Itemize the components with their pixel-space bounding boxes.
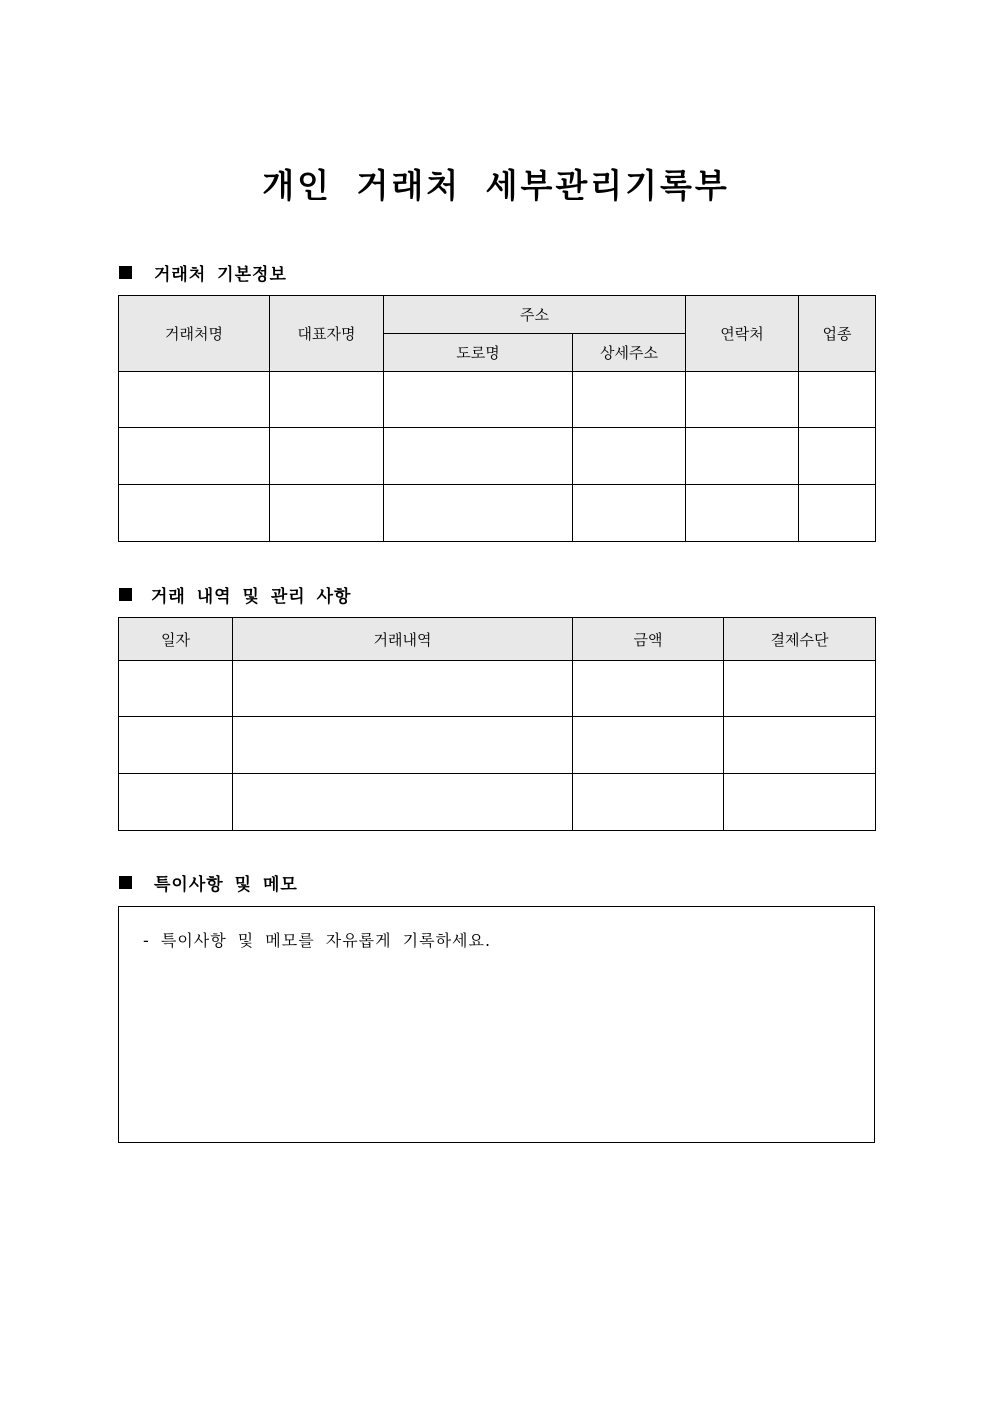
- cell-road-name[interactable]: [384, 485, 573, 542]
- cell-transaction[interactable]: [233, 661, 573, 717]
- cell-industry[interactable]: [799, 428, 876, 485]
- cell-representative[interactable]: [270, 485, 384, 542]
- cell-representative[interactable]: [270, 372, 384, 428]
- cell-name[interactable]: [119, 428, 270, 485]
- cell-date[interactable]: [119, 774, 233, 831]
- header-industry: 업종: [799, 296, 876, 372]
- header-road-name: 도로명: [384, 334, 573, 372]
- header-payment-method: 결제수단: [724, 618, 876, 661]
- transactions-table: [118, 617, 876, 831]
- table-row: [119, 661, 876, 717]
- section-heading-transactions: [119, 582, 351, 607]
- header-amount: 금액: [573, 618, 724, 661]
- header-name: 거래처명: [119, 296, 270, 372]
- header-detail-address: 상세주소: [573, 334, 686, 372]
- cell-payment-method[interactable]: [724, 661, 876, 717]
- cell-payment-method[interactable]: [724, 774, 876, 831]
- cell-contact[interactable]: [686, 485, 799, 542]
- header-date: 일자: [119, 618, 233, 661]
- section-heading-notes: [119, 870, 298, 895]
- header-representative: 대표자명: [270, 296, 384, 372]
- cell-contact[interactable]: [686, 428, 799, 485]
- cell-representative[interactable]: [270, 428, 384, 485]
- cell-name[interactable]: [119, 372, 270, 428]
- cell-detail-address[interactable]: [573, 372, 686, 428]
- table-row: [119, 717, 876, 774]
- cell-detail-address[interactable]: [573, 428, 686, 485]
- cell-road-name[interactable]: [384, 428, 573, 485]
- header-contact: 연락처: [686, 296, 799, 372]
- page-title: 개인 거래처 세부관리기록부: [262, 166, 730, 205]
- cell-contact[interactable]: [686, 372, 799, 428]
- table-row: [119, 485, 876, 542]
- cell-name[interactable]: [119, 485, 270, 542]
- table-row: [119, 774, 876, 831]
- notes-memo-text: - 특이사항 및 메모를 자유롭게 기록하세요.: [143, 931, 492, 950]
- notes-memo-box[interactable]: [118, 906, 875, 1143]
- header-transaction: 거래내역: [233, 618, 573, 661]
- basic-info-table: [118, 295, 876, 542]
- cell-industry[interactable]: [799, 485, 876, 542]
- section-heading-label: 특이사항 및 메모: [154, 875, 298, 895]
- section-heading-basic-info: [119, 260, 287, 285]
- cell-road-name[interactable]: [384, 372, 573, 428]
- cell-amount[interactable]: [573, 661, 724, 717]
- cell-amount[interactable]: [573, 717, 724, 774]
- cell-date[interactable]: [119, 717, 233, 774]
- cell-industry[interactable]: [799, 372, 876, 428]
- square-bullet-icon: [119, 588, 132, 601]
- square-bullet-icon: [119, 876, 132, 889]
- cell-detail-address[interactable]: [573, 485, 686, 542]
- cell-transaction[interactable]: [233, 717, 573, 774]
- header-address: 주소: [384, 296, 686, 334]
- section-heading-label: 거래처 기본정보: [154, 265, 287, 285]
- section-heading-label: 거래 내역 및 관리 사항: [151, 587, 352, 607]
- cell-date[interactable]: [119, 661, 233, 717]
- table-row: [119, 428, 876, 485]
- cell-payment-method[interactable]: [724, 717, 876, 774]
- cell-transaction[interactable]: [233, 774, 573, 831]
- square-bullet-icon: [119, 266, 132, 279]
- cell-amount[interactable]: [573, 774, 724, 831]
- table-row: [119, 372, 876, 428]
